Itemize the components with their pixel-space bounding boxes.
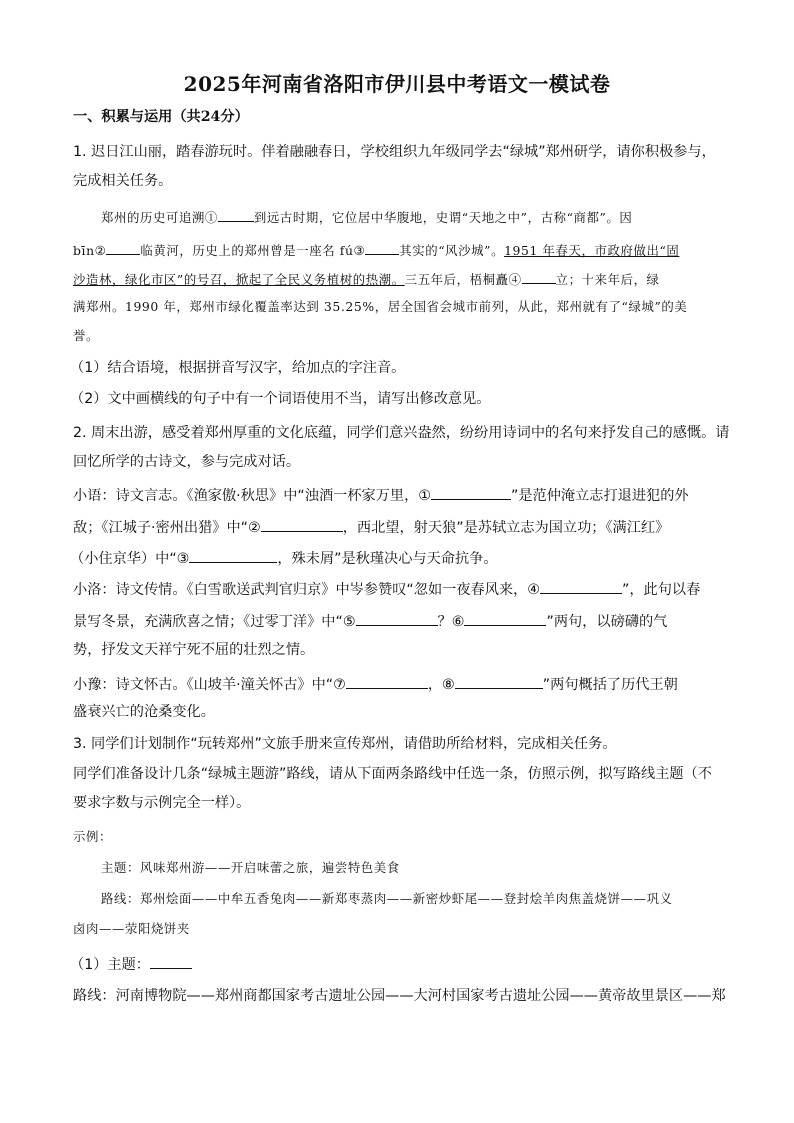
q2-xiaoyu2-line1 (73, 674, 733, 694)
blank-2[interactable] (106, 240, 140, 255)
q2-xiaoyu-line2 (73, 517, 733, 537)
page-title: 2025年河南省洛阳市伊川县中考语文一模试卷 (183, 72, 611, 96)
dialog-text: ”，此句以春 (621, 582, 701, 598)
dialog-text: 小语：诗文言志。《渔家傲·秋思》中“浊酒一杯家万里，① (73, 488, 431, 504)
q2-xiaoluo-line1 (73, 579, 733, 599)
dialog-text: ，⑧ (427, 677, 455, 693)
q2-intro-line2: 回忆所学的古诗文，参与完成对话。 (73, 454, 301, 470)
q1-intro-line1: 1. 迟日江山丽，踏春游玩时。伴着融融春日，学校组织九年级同学去“绿城”郑州研学，请你积极参与， (73, 144, 716, 160)
q1-intro-line2: 完成相关任务。 (73, 173, 173, 189)
blank-3[interactable] (365, 240, 399, 255)
underlined-sentence: 1951 年春天，市政府做出“固 (504, 243, 680, 258)
blank-poem-2[interactable] (261, 517, 343, 532)
q1-passage-line3 (73, 269, 733, 289)
dialog-text: 景写冬景，充满欣喜之情；《过零丁洋》中“⑤ (73, 614, 356, 630)
passage-text: bīn② (73, 243, 107, 258)
q2-xiaoluo-line3: 势，抒发文天祥宁死不屈的壮烈之情。 (73, 642, 315, 658)
blank-poem-3[interactable] (189, 548, 277, 563)
q3-sub1-theme (70, 954, 730, 974)
blank-1[interactable] (218, 207, 254, 222)
blank-poem-1[interactable] (431, 485, 511, 500)
dialog-text: ？⑥ (437, 614, 465, 630)
passage-text: 临黄河，历史上的郑州曾是一座名 fú③ (140, 243, 366, 258)
q3-task-line1: 同学们准备设计几条“绿城主题游”路线，请从下面两条路线中任选一条，仿照示例，拟写路线主题（不 (73, 766, 712, 782)
q2-xiaoyu2-line2: 盛衰兴亡的沧桑变化。 (73, 704, 215, 720)
section-heading: 一、积累与运用（共24分） (73, 109, 249, 125)
blank-poem-5[interactable] (356, 611, 438, 626)
q2-xiaoyu-line3 (70, 548, 730, 568)
blank-poem-8[interactable] (455, 674, 543, 689)
passage-text: 立；十来年后，绿 (555, 272, 660, 287)
theme-answer-blank[interactable] (150, 954, 192, 969)
example-label: 示例： (73, 829, 112, 844)
q1-passage-line4: 满郑州。1990 年，郑州市绿化覆盖率达到 35.25%，居全国省会城市前列，从此，郑州就有了“绿城”的美 (73, 299, 688, 314)
dialog-text: ”两句，以磅礴的气 (546, 614, 668, 630)
example-route-line2: 卤肉——荥阳烧饼夹 (73, 921, 190, 936)
blank-poem-6[interactable] (464, 611, 546, 626)
dialog-text: 敌；《江城子·密州出猎》中“② (73, 520, 261, 536)
theme-label: （1）主题： (70, 957, 150, 973)
q3-sub1-route: 路线：河南博物院——郑州商都国家考古遗址公园——大河村国家考古遗址公园——黄帝故里景区——郑 (73, 988, 726, 1004)
q1-passage-line2 (73, 240, 733, 260)
dialog-text: （小住京华）中“③ (70, 551, 190, 567)
passage-text: 其实的“风沙城”。 (399, 243, 505, 258)
q2-xiaoluo-line2 (73, 611, 733, 631)
dialog-text: 小豫：诗文怀古。《山坡羊·潼关怀古》中“⑦ (73, 677, 346, 693)
underlined-sentence: 沙造林，绿化市区”的号召，掀起了全民义务植树的热潮。 (73, 272, 405, 287)
passage-text: 到远古时期，它位居中华腹地，史谓“天地之中”，古称“商都”。因 (253, 210, 633, 225)
q1-passage-line1 (101, 207, 731, 227)
q1-sub1: （1）结合语境，根据拼音写汉字，给加点的字注音。 (70, 360, 406, 376)
blank-poem-4[interactable] (540, 579, 622, 594)
passage-text: 三五年后，梧桐矗④ (404, 272, 522, 287)
example-theme: 主题：风味郑州游——开启味蕾之旅，遍尝特色美食 (101, 860, 400, 875)
q2-intro-line1: 2. 周末出游，感受着郑州厚重的文化底蕴，同学们意兴盎然，纷纷用诗词中的名句来抒发自己的感慨。请 (73, 425, 730, 441)
dialog-text: ”是范仲淹立志打退进犯的外 (510, 488, 689, 504)
blank-4[interactable] (522, 269, 556, 284)
q3-task-line2: 要求字数与示例完全一样）。 (73, 795, 251, 811)
dialog-text: ，殊未屑”是秋瑾决心与天命抗争。 (277, 551, 498, 567)
passage-text: 郑州的历史可追溯① (101, 210, 218, 225)
example-route-line1: 路线：郑州烩面——中牟五香兔肉——新郑枣蒸肉——新密炒虾尾——登封烩羊肉焦盖烧饼——巩义 (101, 891, 673, 906)
dialog-text: ，西北望，射天狼”是苏轼立志为国立功；《满江红》 (342, 520, 670, 536)
q1-sub2: （2）文中画横线的句子中有一个词语使用不当，请写出修改意见。 (70, 391, 491, 407)
q1-passage-line5: 誉。 (73, 328, 99, 343)
dialog-text: ”两句概括了历代王朝 (542, 677, 678, 693)
q2-xiaoyu-line1 (73, 485, 733, 505)
q3-intro: 3. 同学们计划制作“玩转郑州”文旅手册来宣传郑州，请借助所给材料，完成相关任务。 (73, 736, 617, 752)
blank-poem-7[interactable] (346, 674, 428, 689)
dialog-text: 小洛：诗文传情。《白雪歌送武判官归京》中岑参赞叹“忽如一夜春风来，④ (73, 582, 540, 598)
